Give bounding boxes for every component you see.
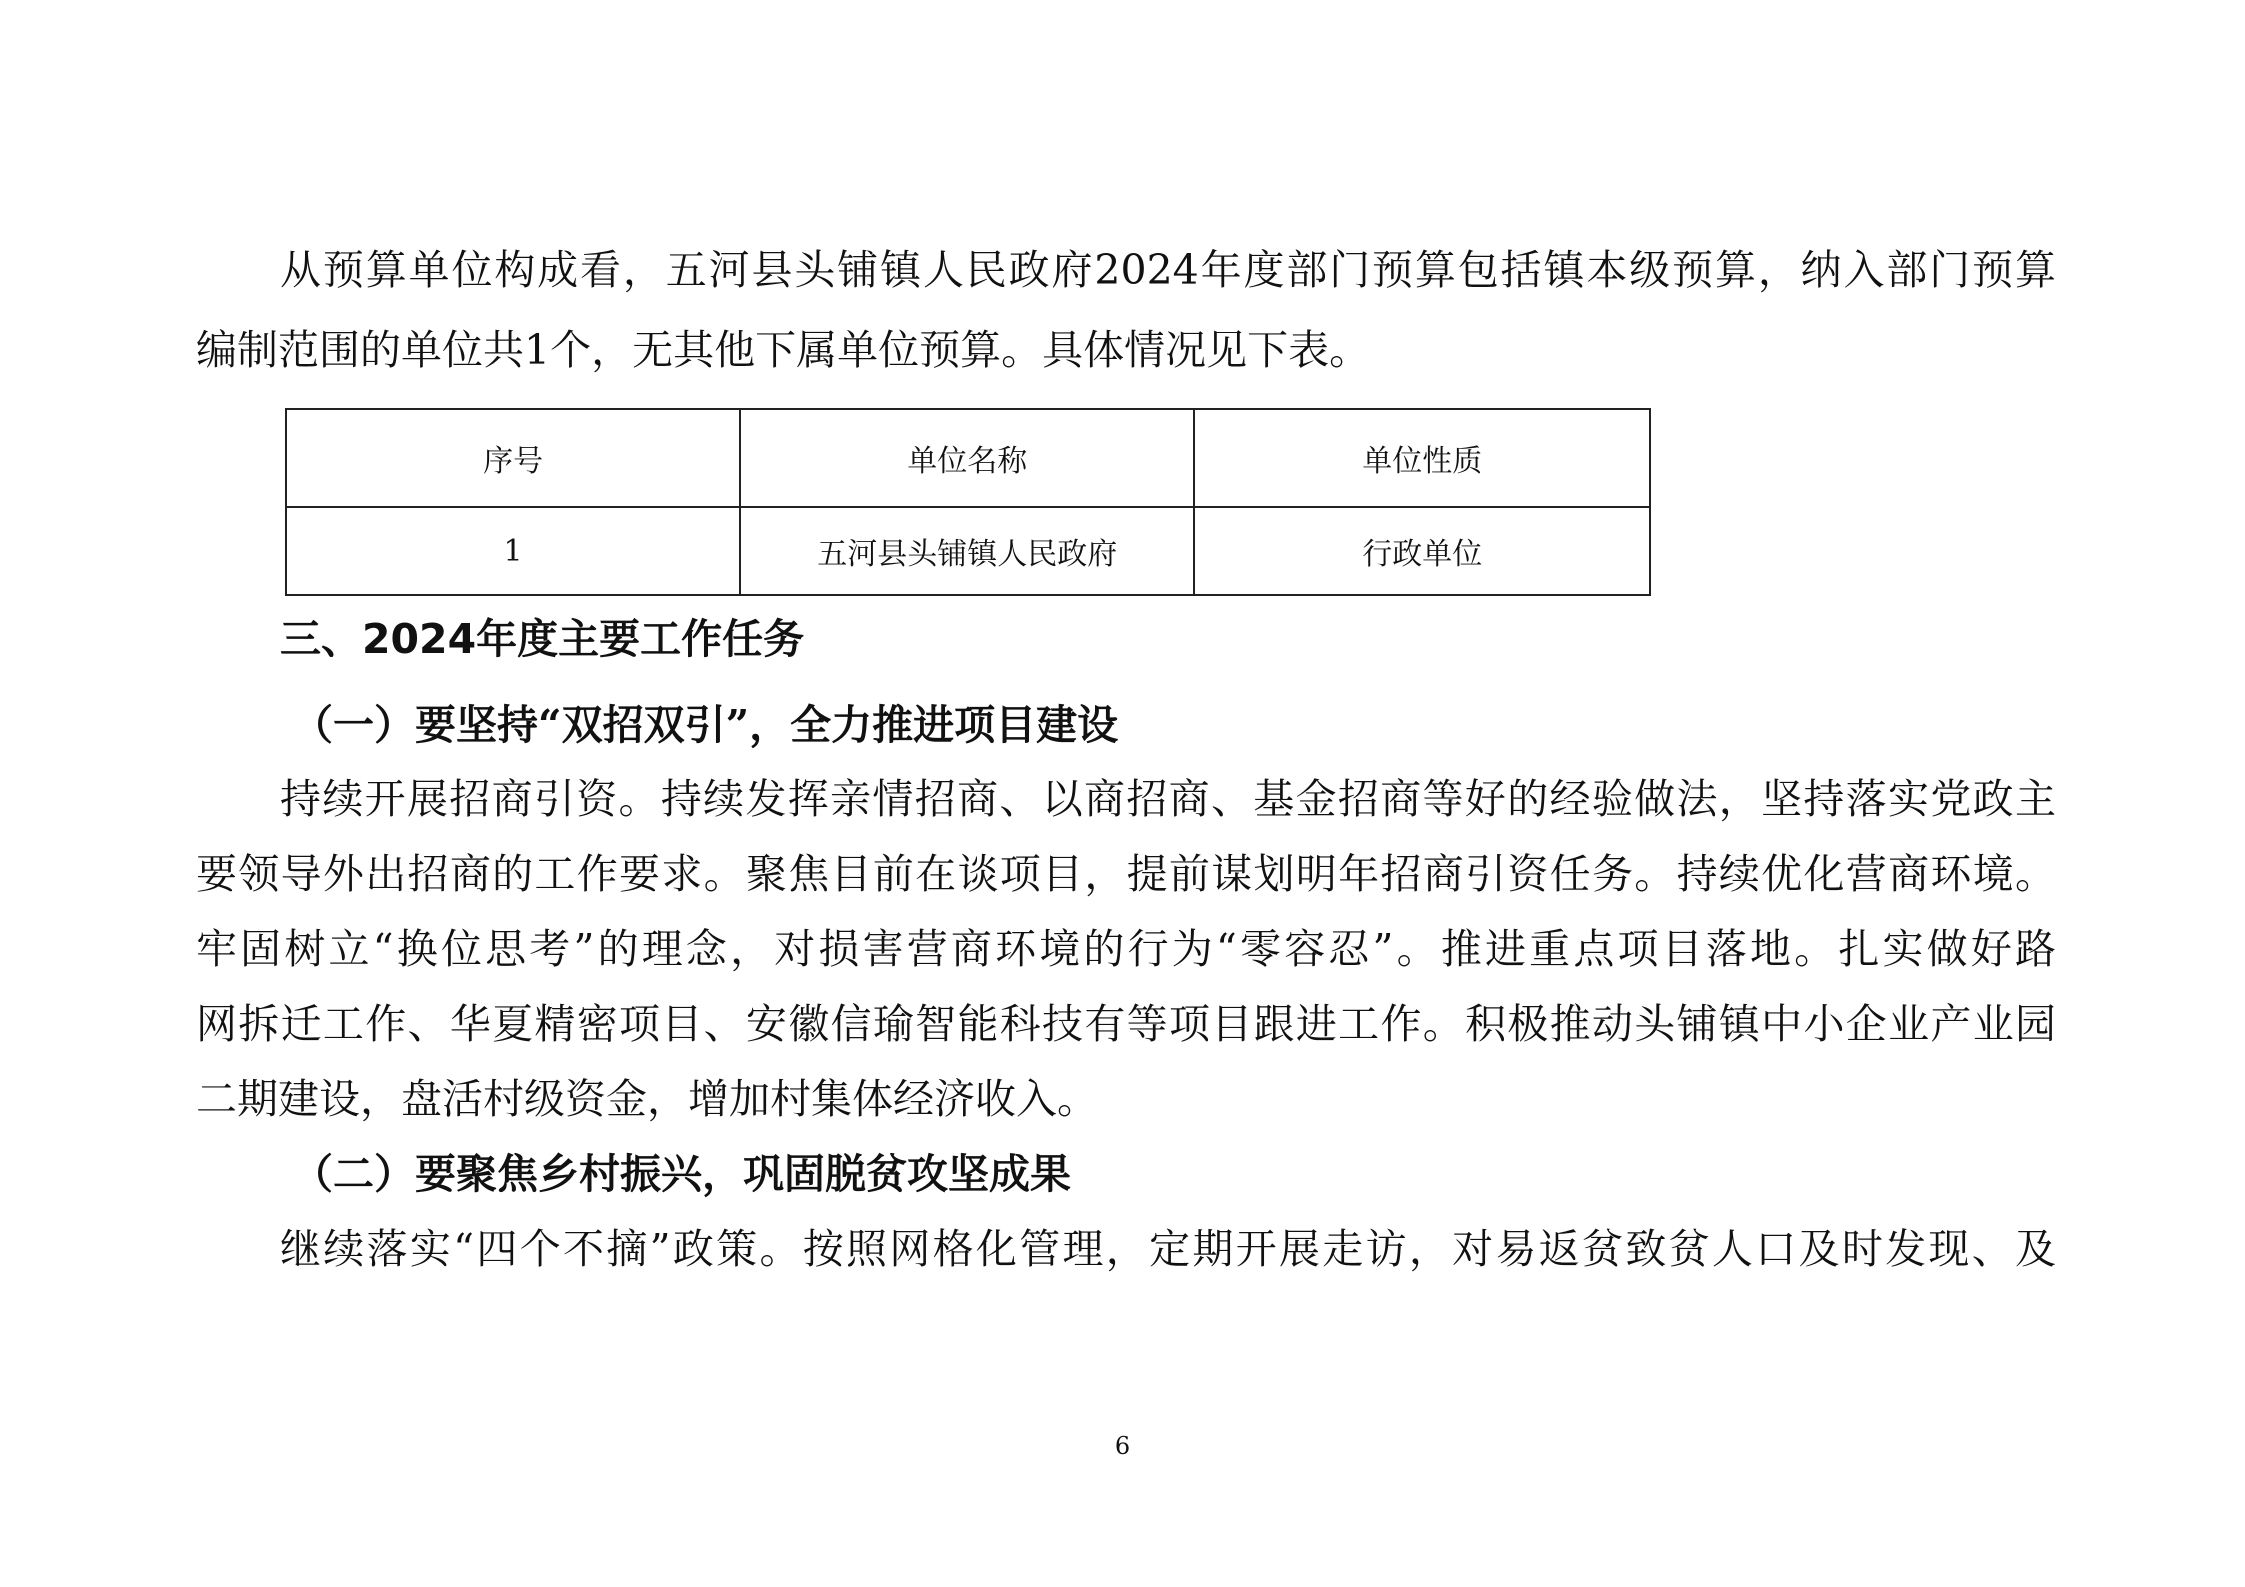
cell-unit-type: 行政单位 [1194,507,1650,595]
sub2-line-1: 继续落实“四个不摘”政策。按照网格化管理，定期开展走访，对易返贫致贫人口及时发现、及 [280,1225,2056,1273]
sub1-line-1: 持续开展招商引资。持续发挥亲情招商、以商招商、基金招商等好的经验做法，坚持落实党政主 [280,775,2056,823]
sub1-line-5: 二期建设，盘活村级资金，增加村集体经济收入。 [196,1075,1098,1123]
table-row [286,507,1650,595]
header-unit-type: 单位性质 [1194,409,1650,507]
budget-units-table [285,408,1651,596]
page-number: 6 [1114,1432,1131,1460]
sub1-line-4: 网拆迁工作、华夏精密项目、安徽信瑜智能科技有等项目跟进工作。积极推动头铺镇中小企业产业园 [196,1000,2056,1048]
table-header-row [286,409,1650,507]
sub1-line-2: 要领导外出招商的工作要求。聚焦目前在谈项目，提前谋划明年招商引资任务。持续优化营商环境。 [196,850,2056,898]
cell-unit-name: 五河县头铺镇人民政府 [740,507,1194,595]
subsection-2-heading: （二）要聚焦乡村振兴，巩固脱贫攻坚成果 [292,1150,1071,1198]
subsection-1-heading: （一）要坚持“双招双引”，全力推进项目建设 [292,701,1119,749]
section-3-heading: 三、2024年度主要工作任务 [280,615,805,663]
cell-seq: 1 [286,507,740,595]
sub1-line-3: 牢固树立“换位思考”的理念，对损害营商环境的行为“零容忍”。推进重点项目落地。扎实做好路 [196,925,2056,973]
intro-line-2: 编制范围的单位共1个，无其他下属单位预算。具体情况见下表。 [196,326,1371,374]
header-unit-name: 单位名称 [740,409,1194,507]
header-seq: 序号 [286,409,740,507]
intro-line-1: 从预算单位构成看，五河县头铺镇人民政府2024年度部门预算包括镇本级预算，纳入部门预算 [280,246,2056,294]
